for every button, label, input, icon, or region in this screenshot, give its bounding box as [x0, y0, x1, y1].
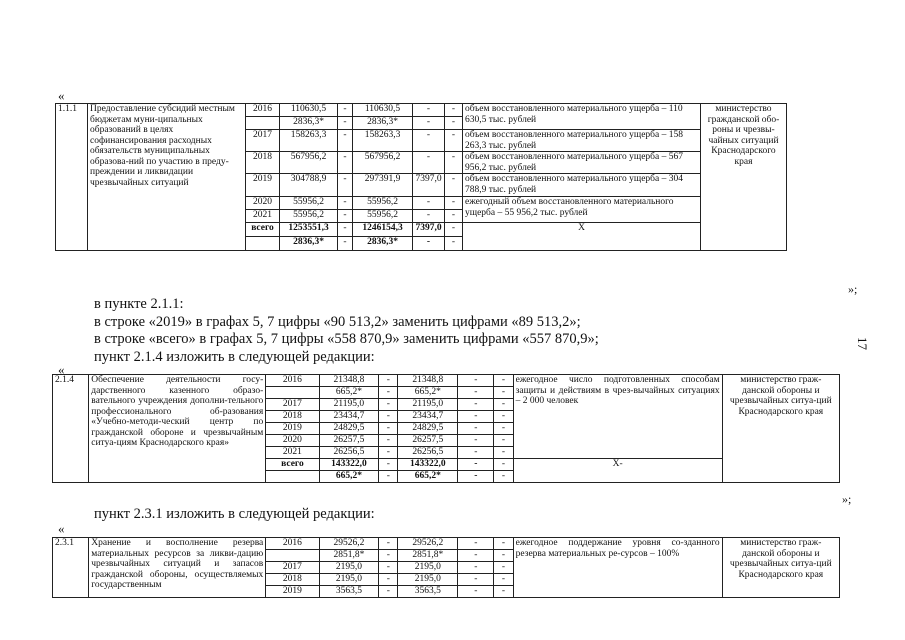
fund3-cell: 7397,0: [413, 223, 445, 237]
fund2-cell: 2836,3*: [353, 237, 413, 251]
fund3-cell: -: [413, 117, 445, 130]
fund2-cell: 26257,5: [398, 435, 458, 447]
total-cell: 158263,3: [280, 130, 338, 152]
result-cell: ежегодный объем восстановленного материального ущерба – 55 956,2 тыс. рублей: [463, 197, 701, 223]
total-cell: 29526,2: [319, 538, 379, 550]
fund3-cell: -: [458, 574, 494, 586]
result-cell: ежегодное число подготовленных способам защиты и действиям в чрез-вычайных ситуациях – 2 000 человек: [513, 375, 722, 459]
fund2-cell: 1246154,3: [353, 223, 413, 237]
year-cell: 2018: [266, 574, 319, 586]
responsible-cell: министерство граж-данской обороны и чрезвычайных ситуа-ций Краснодарского края: [722, 375, 839, 483]
total-cell: 2851,8*: [319, 550, 379, 562]
year-cell: 2017: [266, 562, 319, 574]
fund2-cell: 55956,2: [353, 210, 413, 223]
result-cell: объем восстановленного материального ущерба – 304 788,9 тыс. рублей: [463, 174, 701, 197]
page-number: 17: [855, 337, 870, 350]
fund1-cell: -: [379, 387, 398, 399]
fund3-cell: -: [458, 387, 494, 399]
fund2-cell: 3563,5: [398, 586, 458, 598]
instruction-4: пункт 2.1.4 изложить в следующей редакции:: [94, 349, 375, 365]
year-cell: 2017: [266, 399, 319, 411]
responsible-cell: министерство граж-данской обороны и чрезвычайных ситуа-ций Краснодарского края: [722, 538, 839, 598]
fund1-cell: -: [338, 104, 353, 117]
fund1-cell: -: [379, 471, 398, 483]
year-cell: [266, 387, 319, 399]
fund3-cell: -: [458, 471, 494, 483]
year-cell: 2019: [246, 174, 280, 197]
fund3-cell: -: [458, 411, 494, 423]
year-cell: [246, 117, 280, 130]
fund3-cell: -: [413, 130, 445, 152]
fund4-cell: -: [494, 375, 513, 387]
fund3-cell: -: [458, 423, 494, 435]
fund3-cell: -: [458, 447, 494, 459]
fund4-cell: -: [494, 471, 513, 483]
fund1-cell: -: [379, 538, 398, 550]
fund3-cell: 7397,0: [413, 174, 445, 197]
year-cell: 2019: [266, 423, 319, 435]
instruction-2: в строке «2019» в графах 5, 7 цифры «90 513,2» заменить цифрами «89 513,2»;: [94, 314, 581, 330]
fund1-cell: -: [338, 210, 353, 223]
fund3-cell: -: [458, 586, 494, 598]
fund4-cell: -: [445, 117, 463, 130]
item-name: Предоставление субсидий местным бюджетам муни-ципальных образований в целях софинансирования расходных обязательств муниципальных образова-ний по участию в преду-преждении и ликвидации чрезвычайных ситуаций: [88, 104, 246, 251]
close-quote-1: »;: [848, 282, 858, 296]
total-cell: 21348,8: [319, 375, 379, 387]
year-cell: 2018: [266, 411, 319, 423]
fund4-cell: -: [445, 237, 463, 251]
close-quote-2: »;: [842, 492, 852, 506]
item-number: 2.3.1: [53, 538, 89, 598]
total-cell: 2836,3*: [280, 117, 338, 130]
total-cell: 110630,5: [280, 104, 338, 117]
item-name: Хранение и восполнение резерва материальных ресурсов за ликви-дацию чрезвычайных ситуаций и запасов гражданской обороны, осуществляемых государственным: [89, 538, 266, 598]
fund3-cell: -: [413, 104, 445, 117]
total-cell: 55956,2: [280, 210, 338, 223]
responsible-cell: министерство гражданской обо-роны и чрезвы-чайных ситуаций Краснодарского края: [701, 104, 787, 251]
fund2-cell: 21195,0: [398, 399, 458, 411]
fund1-cell: -: [338, 130, 353, 152]
total-cell: 24829,5: [319, 423, 379, 435]
fund4-cell: -: [494, 574, 513, 586]
fund1-cell: -: [379, 586, 398, 598]
fund2-cell: 567956,2: [353, 152, 413, 174]
total-cell: 55956,2: [280, 197, 338, 210]
fund3-cell: -: [458, 538, 494, 550]
fund1-cell: -: [338, 237, 353, 251]
fund4-cell: -: [445, 223, 463, 237]
year-cell: [266, 550, 319, 562]
fund4-cell: -: [494, 586, 513, 598]
year-cell: 2017: [246, 130, 280, 152]
result-cell: объем восстановленного материального ущерба – 567 956,2 тыс. рублей: [463, 152, 701, 174]
year-cell: [246, 237, 280, 251]
year-cell: всего: [266, 459, 319, 471]
total-cell: 26256,5: [319, 447, 379, 459]
instruction-5: пункт 2.3.1 изложить в следующей редакции:: [94, 506, 375, 522]
table-1-1-1: [55, 103, 787, 251]
fund2-cell: 21348,8: [398, 375, 458, 387]
fund1-cell: -: [338, 197, 353, 210]
fund1-cell: -: [379, 562, 398, 574]
total-result-cell: Х-: [513, 459, 722, 483]
fund3-cell: -: [458, 562, 494, 574]
fund2-cell: 2851,8*: [398, 550, 458, 562]
fund1-cell: -: [379, 411, 398, 423]
fund4-cell: -: [494, 387, 513, 399]
fund4-cell: -: [494, 459, 513, 471]
total-cell: 2195,0: [319, 574, 379, 586]
fund4-cell: -: [494, 550, 513, 562]
fund4-cell: -: [494, 435, 513, 447]
fund3-cell: -: [413, 197, 445, 210]
total-cell: 567956,2: [280, 152, 338, 174]
fund2-cell: 665,2*: [398, 387, 458, 399]
fund4-cell: -: [494, 562, 513, 574]
year-cell: 2021: [266, 447, 319, 459]
year-cell: 2016: [246, 104, 280, 117]
open-quote-2: «: [58, 362, 65, 377]
fund2-cell: 2836,3*: [353, 117, 413, 130]
table-row: [56, 104, 787, 117]
year-cell: всего: [246, 223, 280, 237]
total-cell: 1253551,3: [280, 223, 338, 237]
total-cell: 304788,9: [280, 174, 338, 197]
year-cell: 2016: [266, 375, 319, 387]
fund3-cell: -: [413, 210, 445, 223]
fund2-cell: 143322,0: [398, 459, 458, 471]
fund4-cell: -: [445, 174, 463, 197]
item-number: 1.1.1: [56, 104, 88, 251]
total-cell: 665,2*: [319, 387, 379, 399]
year-cell: 2020: [266, 435, 319, 447]
fund3-cell: -: [458, 399, 494, 411]
table-row: [53, 375, 840, 387]
fund2-cell: 2195,0: [398, 574, 458, 586]
fund1-cell: -: [379, 459, 398, 471]
result-cell: ежегодное поддержание уровня со-зданного резерва материальных ре-сурсов – 100%: [513, 538, 722, 598]
fund4-cell: -: [494, 411, 513, 423]
result-cell: Х: [463, 223, 701, 251]
fund3-cell: -: [458, 550, 494, 562]
fund1-cell: -: [338, 174, 353, 197]
year-cell: 2019: [266, 586, 319, 598]
fund4-cell: -: [494, 399, 513, 411]
fund2-cell: 26256,5: [398, 447, 458, 459]
total-cell: 2836,3*: [280, 237, 338, 251]
fund1-cell: -: [338, 152, 353, 174]
fund1-cell: -: [379, 399, 398, 411]
fund3-cell: -: [458, 459, 494, 471]
fund1-cell: -: [379, 550, 398, 562]
open-quote-3: «: [58, 521, 65, 536]
fund3-cell: -: [413, 152, 445, 174]
instruction-1: в пункте 2.1.1:: [94, 296, 184, 312]
fund2-cell: 2195,0: [398, 562, 458, 574]
fund2-cell: 665,2*: [398, 471, 458, 483]
fund2-cell: 24829,5: [398, 423, 458, 435]
fund1-cell: -: [338, 223, 353, 237]
fund1-cell: -: [379, 574, 398, 586]
fund4-cell: -: [494, 447, 513, 459]
fund1-cell: -: [338, 117, 353, 130]
fund3-cell: -: [458, 435, 494, 447]
fund1-cell: -: [379, 447, 398, 459]
fund4-cell: -: [445, 152, 463, 174]
total-cell: 23434,7: [319, 411, 379, 423]
fund4-cell: -: [494, 538, 513, 550]
fund1-cell: -: [379, 435, 398, 447]
open-quote-1: «: [58, 88, 65, 103]
instruction-3: в строке «всего» в графах 5, 7 цифры «558 870,9» заменить цифрами «557 870,9»;: [94, 331, 599, 347]
fund1-cell: -: [379, 375, 398, 387]
table-row: [53, 538, 840, 550]
total-cell: 665,2*: [319, 471, 379, 483]
fund3-cell: -: [413, 237, 445, 251]
fund4-cell: -: [494, 423, 513, 435]
fund4-cell: -: [445, 130, 463, 152]
table-2-1-4: [52, 374, 840, 483]
item-name: Обеспечение деятельности госу-дарственного казенного образо-вательного учреждения дополни-тельного профессионального об-разования «Учебно-методи-ческий центр по гражданской обороне и чрезвычайным ситуа-циям Краснодарского края»: [89, 375, 266, 483]
year-cell: 2020: [246, 197, 280, 210]
item-number: 2.1.4: [53, 375, 89, 483]
total-cell: 21195,0: [319, 399, 379, 411]
year-cell: 2018: [246, 152, 280, 174]
fund1-cell: -: [379, 423, 398, 435]
year-cell: [266, 471, 319, 483]
result-cell: объем восстановленного материального ущерба – 158 263,3 тыс. рублей: [463, 130, 701, 152]
fund4-cell: -: [445, 104, 463, 117]
fund3-cell: -: [458, 375, 494, 387]
total-cell: 143322,0: [319, 459, 379, 471]
fund2-cell: 110630,5: [353, 104, 413, 117]
fund4-cell: -: [445, 210, 463, 223]
total-cell: 26257,5: [319, 435, 379, 447]
fund2-cell: 29526,2: [398, 538, 458, 550]
fund4-cell: -: [445, 197, 463, 210]
fund2-cell: 23434,7: [398, 411, 458, 423]
year-cell: 2021: [246, 210, 280, 223]
result-cell: объем восстановленного материального ущерба – 110 630,5 тыс. рублей: [463, 104, 701, 130]
fund2-cell: 55956,2: [353, 197, 413, 210]
total-cell: 3563,5: [319, 586, 379, 598]
total-cell: 2195,0: [319, 562, 379, 574]
year-cell: 2016: [266, 538, 319, 550]
fund2-cell: 297391,9: [353, 174, 413, 197]
fund2-cell: 158263,3: [353, 130, 413, 152]
table-2-3-1: [52, 537, 840, 598]
